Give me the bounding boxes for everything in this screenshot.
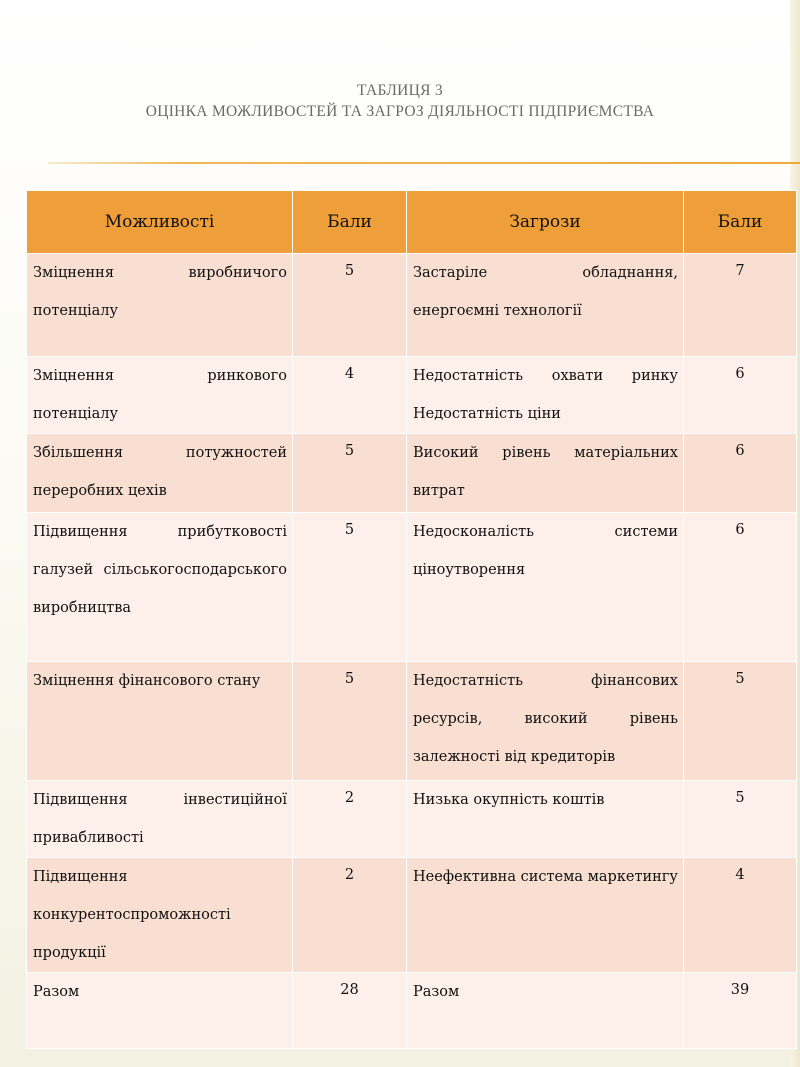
threat-points: 5 bbox=[735, 790, 745, 806]
header-threat-points: Бали bbox=[684, 191, 797, 254]
opportunity-points-cell bbox=[293, 434, 407, 513]
table-caption: ОЦІНКА МОЖЛИВОСТЕЙ ТА ЗАГРОЗ ДІЯЛЬНОСТІ ПІДПРИЄМСТВА bbox=[145, 103, 655, 120]
opportunity-text: Зміцнення виробничого потенціалу bbox=[33, 265, 287, 319]
title-underline bbox=[48, 162, 800, 164]
threat-text: Неефективна система маркетингу bbox=[413, 869, 678, 885]
threat-points: 4 bbox=[735, 867, 745, 883]
threat-points-cell bbox=[684, 254, 797, 357]
opportunity-points-cell bbox=[293, 662, 407, 781]
total-label-right: Разом bbox=[413, 984, 460, 1000]
header-threats: Загрози bbox=[407, 191, 684, 254]
threat-text: Застаріле обладнання, енергоємні технології bbox=[413, 265, 678, 319]
threat-cell bbox=[407, 781, 684, 858]
table-row bbox=[27, 357, 797, 434]
opportunity-points-cell bbox=[293, 781, 407, 858]
header-opportunities: Можливості bbox=[27, 191, 293, 254]
table-row bbox=[27, 858, 797, 973]
threat-cell bbox=[407, 357, 684, 434]
opportunity-total-cell bbox=[293, 973, 407, 1049]
opportunity-points: 2 bbox=[344, 867, 355, 883]
total-label-right-cell bbox=[407, 973, 684, 1049]
slide-title bbox=[0, 80, 800, 122]
opportunity-cell bbox=[27, 357, 293, 434]
threat-points: 6 bbox=[735, 443, 745, 459]
opportunity-points: 2 bbox=[344, 790, 355, 806]
opportunity-points-cell bbox=[293, 513, 407, 662]
threat-text: Недосконалість системи ціноутворення bbox=[413, 524, 678, 578]
threat-points: 7 bbox=[735, 263, 745, 279]
threat-total: 39 bbox=[730, 982, 750, 998]
opportunity-cell bbox=[27, 434, 293, 513]
table-header-row bbox=[27, 191, 797, 254]
opportunity-text: Збільшення потужностей переробних цехів bbox=[33, 445, 287, 499]
threat-points-cell bbox=[684, 357, 797, 434]
table-number: ТАБЛИЦЯ 3 bbox=[357, 82, 443, 99]
opportunity-points-cell bbox=[293, 254, 407, 357]
threat-text: Низька окупність коштів bbox=[413, 792, 605, 808]
opportunity-text: Підвищення конкурентоспроможності продукції bbox=[33, 869, 231, 961]
threat-points: 6 bbox=[735, 366, 745, 382]
opportunities-threats-table bbox=[26, 190, 797, 1049]
opportunity-text: Підвищення прибутковості галузей сільськогосподарського виробництва bbox=[33, 524, 287, 616]
opportunity-cell bbox=[27, 781, 293, 858]
opportunity-points: 5 bbox=[344, 671, 355, 687]
opportunity-points-cell bbox=[293, 357, 407, 434]
table-total-row bbox=[27, 973, 797, 1049]
opportunity-points: 5 bbox=[344, 522, 355, 538]
threat-text: Недостатність фінансових ресурсів, високий рівень залежності від кредиторів bbox=[413, 673, 678, 765]
table-row bbox=[27, 662, 797, 781]
threat-points-cell bbox=[684, 781, 797, 858]
opportunity-cell bbox=[27, 662, 293, 781]
opportunity-points: 5 bbox=[344, 263, 355, 279]
threat-points-cell bbox=[684, 858, 797, 973]
opportunity-points-cell bbox=[293, 858, 407, 973]
table-row bbox=[27, 254, 797, 357]
threat-cell bbox=[407, 662, 684, 781]
total-label-left: Разом bbox=[33, 984, 80, 1000]
table-row bbox=[27, 513, 797, 662]
threat-points: 6 bbox=[735, 522, 745, 538]
total-label-left-cell bbox=[27, 973, 293, 1049]
threat-cell bbox=[407, 513, 684, 662]
opportunity-total: 28 bbox=[340, 982, 359, 998]
header-opportunity-points: Бали bbox=[293, 191, 407, 254]
table-row bbox=[27, 434, 797, 513]
threat-text: Недостатність охвати ринку Недостатність ціни bbox=[413, 368, 678, 422]
opportunity-points: 4 bbox=[344, 366, 355, 382]
table-row bbox=[27, 781, 797, 858]
threat-points: 5 bbox=[735, 671, 745, 687]
opportunity-cell bbox=[27, 858, 293, 973]
opportunity-text: Зміцнення фінансового стану bbox=[33, 673, 261, 689]
opportunity-cell bbox=[27, 513, 293, 662]
opportunity-points: 5 bbox=[344, 443, 355, 459]
swot-table-container bbox=[26, 190, 796, 1047]
threat-cell bbox=[407, 254, 684, 357]
threat-points-cell bbox=[684, 662, 797, 781]
threat-cell bbox=[407, 858, 684, 973]
threat-text: Високий рівень матеріальних витрат bbox=[413, 445, 678, 499]
threat-total-cell bbox=[684, 973, 797, 1049]
opportunity-cell bbox=[27, 254, 293, 357]
opportunity-text: Зміцнення ринкового потенціалу bbox=[33, 368, 287, 422]
threat-points-cell bbox=[684, 513, 797, 662]
opportunity-text: Підвищення інвестиційної привабливості bbox=[33, 792, 287, 846]
threat-cell bbox=[407, 434, 684, 513]
threat-points-cell bbox=[684, 434, 797, 513]
